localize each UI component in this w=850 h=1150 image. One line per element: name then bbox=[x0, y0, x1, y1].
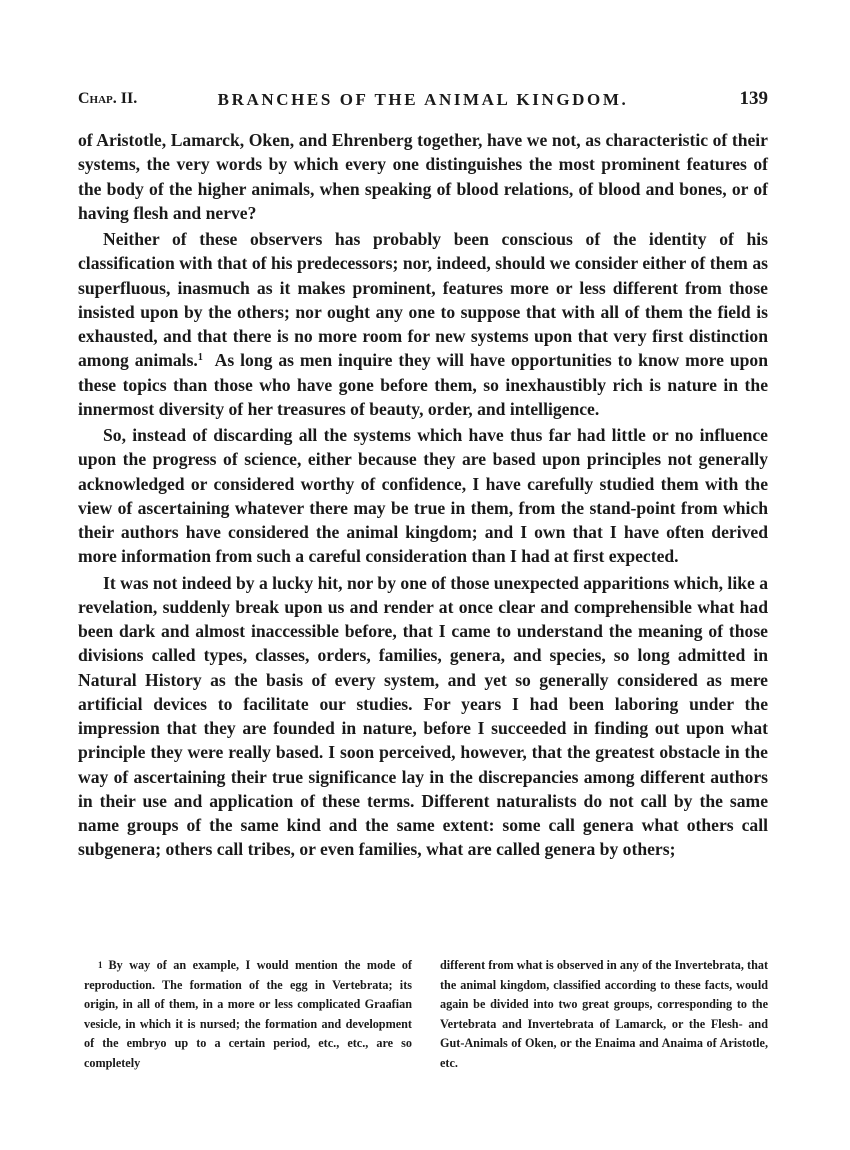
footnote-text-1: By way of an example, I would mention the mode of reproduction. The formation of the egg in Vertebrata; its origin, in all of them, in a more or less complicated Graafian vesicle, in which it is nursed; the formation and development of the embryo up to a certain period, etc., etc., are so completely bbox=[84, 958, 412, 1070]
paragraph-4: It was not indeed by a lucky hit, nor by one of those unexpected apparitions which, like a revelation, suddenly break upon us and render at once clear and comprehensible what had been dark and almost inaccessible before, that I came to understand the meaning of those divisions called types, classes, orders, families, genera, and species, so long admitted in Natural History as the basis of every system, and yet so generally considered as mere artificial devices to facilitate our studies. For years I had been laboring under the impression that they are founded in nature, before I succeeded in finding out upon what principle they were really based. I soon perceived, however, that the greatest obstacle in the way of ascertaining their true significance lay in the discrepancies among different authors in their use and application of these terms. Different naturalists do not call by the same name groups of the same kind and the same extent: some call genera what others call subgenera; others call tribes, or even families, what are called genera by others; bbox=[78, 572, 768, 860]
running-header bbox=[78, 88, 768, 112]
paragraph-2-text: Neither of these observers has probably been conscious of the identity of his classification with that of his predecessors; nor, indeed, should we consider either of them as superfluous, inasmuch as it makes prominent, features more or less different from those insisted upon by the others; nor ought any one to suppose that with all of them the field is exhausted, and that there is no more room for new systems upon that very first distinction among animals. bbox=[78, 229, 768, 371]
running-title: BRANCHES OF THE ANIMAL KINGDOM. bbox=[217, 90, 629, 109]
footnote-column-1 bbox=[84, 956, 412, 1074]
footnote-reference: 1 bbox=[197, 352, 203, 364]
paragraph-3: So, instead of discarding all the systems which have thus far had little or no influence upon the progress of science, either because they are based upon principles not generally acknowledged or considered worthy of confidence, I have carefully studied them with the view of ascertaining whatever there may be true in them, from the stand-point from which their authors have considered the animal kingdom; and I own that I have often derived more information from such a careful consideration than I had at first expected. bbox=[78, 425, 768, 567]
footnote-area bbox=[84, 956, 768, 1074]
body-text bbox=[78, 128, 768, 864]
page-number: 139 bbox=[739, 88, 768, 109]
footnote-text-2: different from what is observed in any of the Invertebrata, that the animal kingdom, classified according to these facts, would again be divided into two great groups, corresponding to the Vertebrata and Invertebrata of Lamarck, or the Flesh- and Gut-Animals of Oken, or the Enaima and Anaima of Aristotle, etc. bbox=[440, 958, 768, 1070]
footnote-marker: 1 bbox=[98, 960, 103, 970]
paragraph-2 bbox=[78, 227, 768, 421]
paragraph-2-continuation: As long as men inquire they will have opportunities to know more upon these topics than those who have gone before them, so inexhaustibly rich is nature in the innermost diversity of her treasures of beauty, order, and intelligence. bbox=[78, 350, 768, 419]
chapter-label: Chap. II. bbox=[78, 90, 138, 107]
footnote-column-2 bbox=[440, 956, 768, 1074]
paragraph-1: of Aristotle, Lamarck, Oken, and Ehrenberg together, have we not, as characteristic of their systems, the very words by which every one distinguishes the most prominent features of the body of the higher animals, when speaking of blood relations, of blood and bones, or of having flesh and nerve? bbox=[78, 130, 768, 223]
